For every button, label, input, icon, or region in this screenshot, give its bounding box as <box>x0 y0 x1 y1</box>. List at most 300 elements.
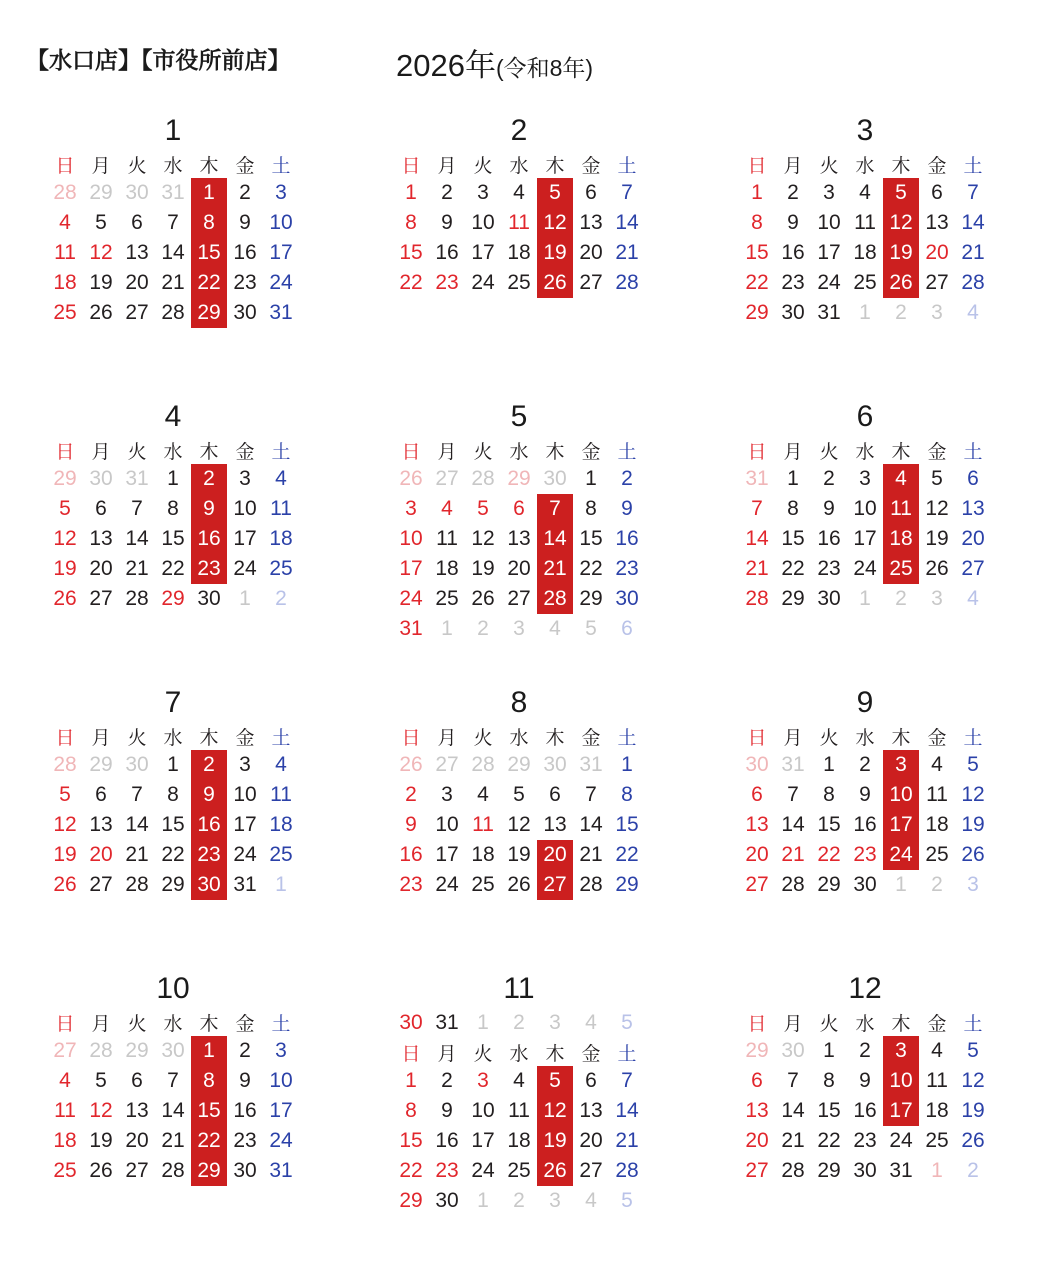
day-cell: 31 <box>889 1159 913 1182</box>
weekday-header: 水 <box>163 155 183 177</box>
weekday-header: 木 <box>891 441 911 463</box>
table-row <box>47 810 299 840</box>
table-row <box>739 780 991 810</box>
weekday-header-row <box>47 1008 299 1036</box>
weekday-header: 火 <box>127 155 147 177</box>
calendar-grid <box>0 108 1039 1252</box>
day-cell: 16 <box>853 1099 877 1122</box>
day-cell: 30 <box>781 1039 805 1062</box>
day-cell: 13 <box>745 813 769 836</box>
day-cell: 14 <box>125 813 149 836</box>
weekday-header: 木 <box>891 155 911 177</box>
day-cell: 6 <box>751 783 763 806</box>
weekday-header: 月 <box>91 441 111 463</box>
day-cell: 4 <box>59 1069 71 1092</box>
day-cell: 13 <box>579 1099 603 1122</box>
day-cell: 14 <box>615 211 639 234</box>
weekday-header: 日 <box>401 1043 421 1065</box>
day-cell: 19 <box>53 843 77 866</box>
day-cell: 26 <box>507 873 531 896</box>
closed-day-cell: 23 <box>191 840 227 870</box>
day-cell: 28 <box>125 873 149 896</box>
page-header <box>0 0 1039 100</box>
month-number: 7 <box>164 686 182 719</box>
day-cell: 19 <box>471 557 495 580</box>
closed-day-cell: 19 <box>537 1126 573 1156</box>
month-number: 4 <box>164 400 182 433</box>
day-cell: 24 <box>233 557 257 580</box>
day-cell: 17 <box>817 241 841 264</box>
weekday-header-row <box>393 150 645 178</box>
closed-day-cell: 26 <box>537 1156 573 1186</box>
table-row <box>739 1156 991 1186</box>
day-cell: 18 <box>269 527 293 550</box>
day-cell: 2 <box>239 1039 251 1062</box>
day-cell: 27 <box>961 557 985 580</box>
weekday-header: 月 <box>437 441 457 463</box>
table-row <box>739 870 991 900</box>
day-cell: 30 <box>435 1189 459 1212</box>
closed-day-cell: 15 <box>191 1096 227 1126</box>
day-cell: 31 <box>781 753 805 776</box>
table-row <box>47 750 299 780</box>
table-row <box>47 298 299 328</box>
day-cell: 1 <box>585 467 597 490</box>
day-cell: 29 <box>399 1189 423 1212</box>
table-row <box>739 554 991 584</box>
weekday-header: 水 <box>509 727 529 749</box>
weekday-header: 日 <box>401 727 421 749</box>
month-number: 1 <box>164 114 182 147</box>
table-row <box>393 464 645 494</box>
day-cell: 11 <box>436 527 458 550</box>
month-number: 2 <box>510 114 528 147</box>
weekday-header: 水 <box>163 727 183 749</box>
day-cell: 4 <box>967 587 979 610</box>
closed-day-cell: 14 <box>537 524 573 554</box>
weekday-header: 金 <box>581 727 601 749</box>
day-cell: 16 <box>435 1129 459 1152</box>
day-cell: 7 <box>585 783 597 806</box>
page-title <box>396 40 593 85</box>
closed-day-cell: 22 <box>191 1126 227 1156</box>
weekday-header: 水 <box>163 1013 183 1035</box>
day-cell: 3 <box>275 1039 287 1062</box>
day-cell: 14 <box>781 1099 805 1122</box>
day-cell: 21 <box>615 241 639 264</box>
day-cell: 19 <box>961 1099 985 1122</box>
day-cell: 29 <box>507 467 531 490</box>
month-table <box>393 722 645 900</box>
month-block <box>0 394 346 680</box>
day-cell: 2 <box>621 467 633 490</box>
day-cell: 18 <box>507 1129 531 1152</box>
day-cell: 30 <box>817 587 841 610</box>
day-cell: 24 <box>817 271 841 294</box>
month-table <box>47 1008 299 1186</box>
day-cell: 3 <box>275 181 287 204</box>
day-cell: 8 <box>405 1099 417 1122</box>
day-cell: 6 <box>95 783 107 806</box>
day-cell: 30 <box>745 753 769 776</box>
day-cell: 28 <box>615 271 639 294</box>
day-cell: 16 <box>853 813 877 836</box>
day-cell: 18 <box>853 241 877 264</box>
day-cell: 24 <box>471 1159 495 1182</box>
day-cell: 30 <box>543 753 567 776</box>
day-cell: 1 <box>823 1039 835 1062</box>
weekday-header: 土 <box>963 1013 983 1035</box>
month-table <box>393 1008 645 1216</box>
day-cell: 26 <box>53 873 77 896</box>
weekday-header: 日 <box>55 727 75 749</box>
day-cell: 20 <box>89 843 113 866</box>
year-text: 2026年 <box>396 48 496 83</box>
day-cell: 15 <box>745 241 769 264</box>
day-cell: 3 <box>441 783 453 806</box>
day-cell: 19 <box>507 843 531 866</box>
closed-day-cell: 12 <box>537 1096 573 1126</box>
day-cell: 25 <box>925 843 949 866</box>
day-cell: 22 <box>745 271 769 294</box>
day-cell: 2 <box>787 181 799 204</box>
table-row <box>739 750 991 780</box>
table-row <box>739 1066 991 1096</box>
day-cell: 10 <box>471 211 495 234</box>
closed-day-cell: 9 <box>191 780 227 810</box>
weekday-header: 金 <box>235 155 255 177</box>
day-cell: 31 <box>233 873 257 896</box>
weekday-header: 金 <box>927 441 947 463</box>
table-row <box>393 614 645 644</box>
weekday-header: 火 <box>127 441 147 463</box>
day-cell: 1 <box>477 1011 489 1034</box>
closed-day-cell: 5 <box>883 178 919 208</box>
weekday-header: 木 <box>545 155 565 177</box>
day-cell: 20 <box>125 271 149 294</box>
day-cell: 25 <box>853 271 877 294</box>
closed-day-cell: 9 <box>191 494 227 524</box>
day-cell: 26 <box>399 467 423 490</box>
day-cell: 21 <box>615 1129 639 1152</box>
day-cell: 17 <box>853 527 877 550</box>
day-cell: 9 <box>859 783 871 806</box>
day-cell: 2 <box>405 783 417 806</box>
day-cell: 18 <box>507 241 531 264</box>
day-cell: 11 <box>472 813 494 836</box>
day-cell: 21 <box>781 843 805 866</box>
weekday-header: 金 <box>235 441 255 463</box>
closed-day-cell: 8 <box>191 208 227 238</box>
day-cell: 17 <box>399 557 423 580</box>
day-cell: 28 <box>161 301 185 324</box>
day-cell: 9 <box>787 211 799 234</box>
day-cell: 29 <box>53 467 77 490</box>
day-cell: 30 <box>399 1011 423 1034</box>
day-cell: 13 <box>745 1099 769 1122</box>
day-cell: 12 <box>507 813 531 836</box>
table-row <box>47 840 299 870</box>
closed-day-cell: 21 <box>537 554 573 584</box>
day-cell: 29 <box>89 753 113 776</box>
day-cell: 18 <box>269 813 293 836</box>
table-row <box>393 554 645 584</box>
day-cell: 28 <box>781 873 805 896</box>
day-cell: 10 <box>853 497 877 520</box>
day-cell: 7 <box>787 783 799 806</box>
day-cell: 30 <box>125 753 149 776</box>
day-cell: 17 <box>269 241 293 264</box>
day-cell: 19 <box>89 271 113 294</box>
closed-day-cell: 23 <box>191 554 227 584</box>
day-cell: 19 <box>961 813 985 836</box>
day-cell: 22 <box>817 1129 841 1152</box>
day-cell: 22 <box>399 1159 423 1182</box>
day-cell: 27 <box>435 753 459 776</box>
month-table <box>393 150 645 298</box>
closed-day-cell: 27 <box>537 870 573 900</box>
day-cell: 17 <box>233 527 257 550</box>
day-cell: 30 <box>853 873 877 896</box>
day-cell: 2 <box>441 181 453 204</box>
day-cell: 17 <box>269 1099 293 1122</box>
day-cell: 2 <box>859 1039 871 1062</box>
day-cell: 7 <box>131 783 143 806</box>
day-cell: 28 <box>745 587 769 610</box>
store-label: 【水口店】【市役所前店】 <box>26 47 291 73</box>
weekday-header: 水 <box>855 1013 875 1035</box>
day-cell: 6 <box>585 181 597 204</box>
day-cell: 20 <box>745 843 769 866</box>
day-cell: 23 <box>853 1129 877 1152</box>
day-cell: 20 <box>89 557 113 580</box>
day-cell: 13 <box>579 211 603 234</box>
day-cell: 30 <box>233 301 257 324</box>
month-block <box>0 680 346 966</box>
table-row <box>393 268 645 298</box>
month-table <box>393 436 645 644</box>
day-cell: 21 <box>125 843 149 866</box>
month-number: 3 <box>856 114 874 147</box>
day-cell: 3 <box>931 587 943 610</box>
day-cell: 4 <box>513 181 525 204</box>
day-cell: 20 <box>125 1129 149 1152</box>
weekday-header: 金 <box>927 727 947 749</box>
day-cell: 12 <box>961 783 985 806</box>
weekday-header: 火 <box>819 1013 839 1035</box>
day-cell: 23 <box>781 271 805 294</box>
day-cell: 27 <box>579 271 603 294</box>
day-cell: 25 <box>925 1129 949 1152</box>
weekday-header: 月 <box>91 155 111 177</box>
weekday-header: 月 <box>437 727 457 749</box>
weekday-header: 土 <box>617 441 637 463</box>
day-cell: 20 <box>579 1129 603 1152</box>
weekday-header: 土 <box>617 1043 637 1065</box>
day-cell: 11 <box>54 241 76 264</box>
day-cell: 31 <box>399 617 423 640</box>
weekday-header: 土 <box>963 727 983 749</box>
day-cell: 29 <box>817 873 841 896</box>
closed-day-cell: 11 <box>883 494 919 524</box>
day-cell: 25 <box>269 557 293 580</box>
day-cell: 4 <box>477 783 489 806</box>
day-cell: 7 <box>621 181 633 204</box>
day-cell: 19 <box>89 1129 113 1152</box>
day-cell: 4 <box>275 467 287 490</box>
day-cell: 9 <box>441 1099 453 1122</box>
day-cell: 28 <box>89 1039 113 1062</box>
weekday-header: 日 <box>747 1013 767 1035</box>
day-cell: 28 <box>53 753 77 776</box>
table-row <box>47 524 299 554</box>
day-cell: 6 <box>131 211 143 234</box>
weekday-header: 水 <box>855 727 875 749</box>
day-cell: 4 <box>967 301 979 324</box>
day-cell: 10 <box>399 527 423 550</box>
day-cell: 29 <box>161 587 185 610</box>
table-row <box>393 1096 645 1126</box>
day-cell: 23 <box>853 843 877 866</box>
table-row <box>393 1156 645 1186</box>
day-cell: 10 <box>471 1099 495 1122</box>
table-row <box>393 524 645 554</box>
table-row <box>739 524 991 554</box>
weekday-header-row <box>47 436 299 464</box>
day-cell: 2 <box>859 753 871 776</box>
closed-day-cell: 8 <box>191 1066 227 1096</box>
weekday-header: 火 <box>473 155 493 177</box>
day-cell: 2 <box>513 1011 525 1034</box>
day-cell: 23 <box>615 557 639 580</box>
day-cell: 29 <box>125 1039 149 1062</box>
day-cell: 29 <box>781 587 805 610</box>
day-cell: 22 <box>161 843 185 866</box>
day-cell: 1 <box>441 617 453 640</box>
day-cell: 7 <box>621 1069 633 1092</box>
closed-day-cell: 18 <box>883 524 919 554</box>
day-cell: 11 <box>926 783 948 806</box>
day-cell: 16 <box>781 241 805 264</box>
day-cell: 31 <box>745 467 769 490</box>
day-cell: 23 <box>435 1159 459 1182</box>
table-row <box>393 178 645 208</box>
weekday-header: 日 <box>747 727 767 749</box>
month-block <box>692 680 1038 966</box>
table-row <box>393 1186 645 1216</box>
day-cell: 31 <box>579 753 603 776</box>
day-cell: 18 <box>925 813 949 836</box>
day-cell: 2 <box>441 1069 453 1092</box>
day-cell: 5 <box>621 1011 633 1034</box>
day-cell: 25 <box>53 1159 77 1182</box>
day-cell: 28 <box>471 753 495 776</box>
table-row <box>739 1126 991 1156</box>
day-cell: 3 <box>239 467 251 490</box>
closed-day-cell: 15 <box>191 238 227 268</box>
day-cell: 28 <box>781 1159 805 1182</box>
weekday-header-row <box>393 722 645 750</box>
month-table <box>739 436 991 614</box>
closed-day-cell: 3 <box>883 1036 919 1066</box>
table-row <box>393 208 645 238</box>
day-cell: 7 <box>967 181 979 204</box>
day-cell: 1 <box>787 467 799 490</box>
weekday-header: 月 <box>783 155 803 177</box>
day-cell: 16 <box>233 241 257 264</box>
weekday-header: 水 <box>509 155 529 177</box>
table-row <box>393 810 645 840</box>
day-cell: 26 <box>53 587 77 610</box>
day-cell: 9 <box>239 1069 251 1092</box>
day-cell: 1 <box>239 587 251 610</box>
day-cell: 12 <box>471 527 495 550</box>
weekday-header: 木 <box>545 1043 565 1065</box>
day-cell: 7 <box>131 497 143 520</box>
day-cell: 1 <box>167 753 179 776</box>
day-cell: 8 <box>167 497 179 520</box>
day-cell: 10 <box>269 211 293 234</box>
day-cell: 22 <box>579 557 603 580</box>
day-cell: 7 <box>167 211 179 234</box>
day-cell: 12 <box>53 527 77 550</box>
day-cell: 30 <box>161 1039 185 1062</box>
day-cell: 24 <box>399 587 423 610</box>
table-row <box>393 1008 645 1038</box>
weekday-header: 日 <box>747 155 767 177</box>
closed-day-cell: 5 <box>537 178 573 208</box>
day-cell: 6 <box>549 783 561 806</box>
weekday-header: 火 <box>473 727 493 749</box>
day-cell: 30 <box>615 587 639 610</box>
day-cell: 29 <box>817 1159 841 1182</box>
day-cell: 7 <box>787 1069 799 1092</box>
day-cell: 15 <box>161 813 185 836</box>
day-cell: 1 <box>751 181 763 204</box>
day-cell: 20 <box>507 557 531 580</box>
closed-day-cell: 25 <box>883 554 919 584</box>
day-cell: 8 <box>585 497 597 520</box>
table-row <box>393 870 645 900</box>
day-cell: 5 <box>585 617 597 640</box>
day-cell: 26 <box>925 557 949 580</box>
day-cell: 26 <box>961 1129 985 1152</box>
table-row <box>47 554 299 584</box>
closed-day-cell: 26 <box>537 268 573 298</box>
day-cell: 6 <box>751 1069 763 1092</box>
day-cell: 4 <box>931 753 943 776</box>
weekday-header: 月 <box>437 1043 457 1065</box>
day-cell: 3 <box>239 753 251 776</box>
closed-day-cell: 5 <box>537 1066 573 1096</box>
weekday-header-row <box>739 436 991 464</box>
day-cell: 15 <box>615 813 639 836</box>
day-cell: 24 <box>435 873 459 896</box>
weekday-header: 日 <box>747 441 767 463</box>
weekday-header: 金 <box>581 1043 601 1065</box>
table-row <box>47 208 299 238</box>
day-cell: 21 <box>961 241 985 264</box>
closed-day-cell: 16 <box>191 524 227 554</box>
closed-day-cell: 10 <box>883 780 919 810</box>
day-cell: 7 <box>167 1069 179 1092</box>
day-cell: 29 <box>89 181 113 204</box>
day-cell: 8 <box>823 783 835 806</box>
weekday-header: 金 <box>235 727 255 749</box>
day-cell: 14 <box>125 527 149 550</box>
table-row <box>47 1036 299 1066</box>
closed-day-cell: 1 <box>191 1036 227 1066</box>
